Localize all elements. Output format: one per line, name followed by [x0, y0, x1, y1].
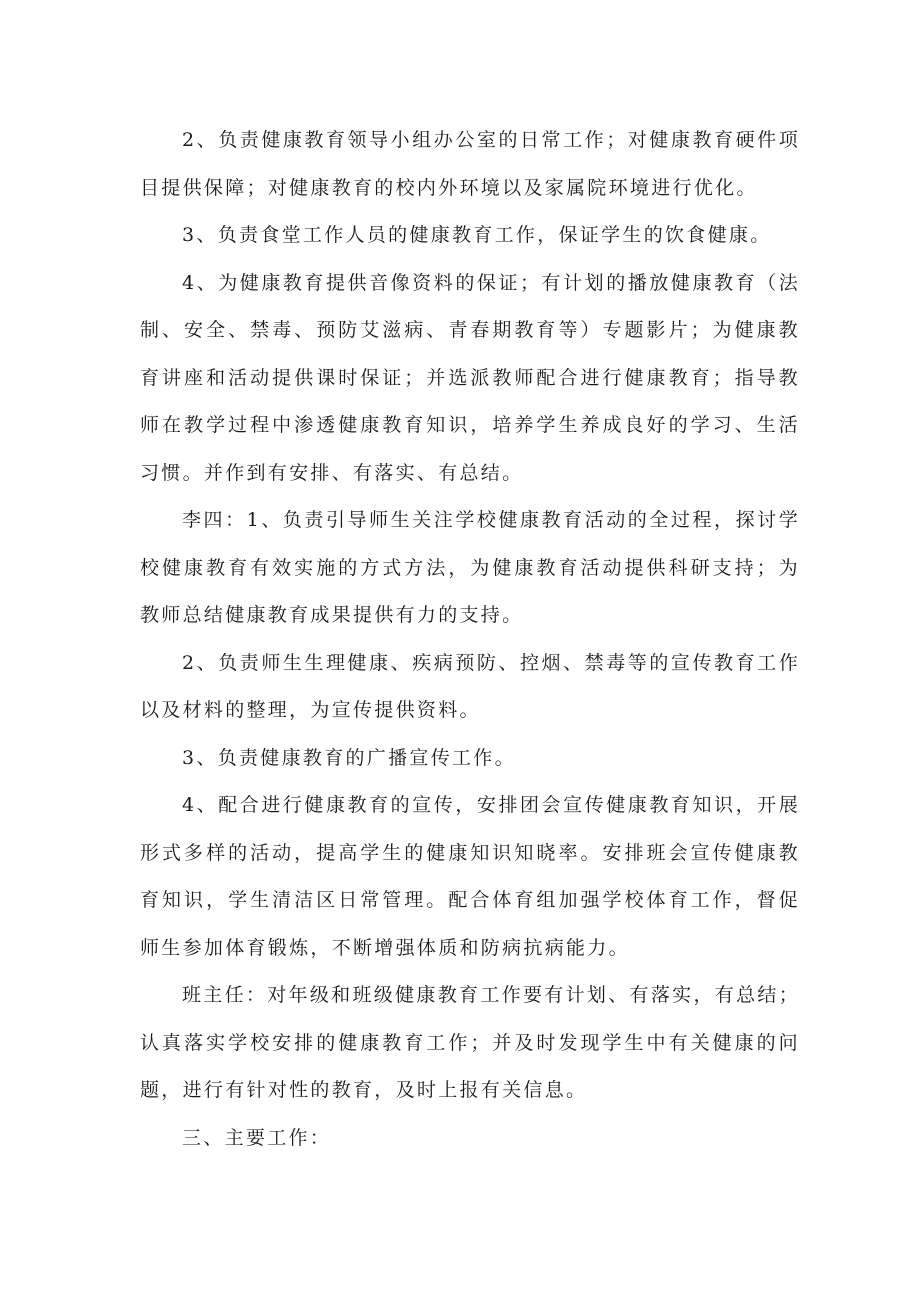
- paragraph: 3、负责食堂工作人员的健康教育工作，保证学生的饮食健康。: [182, 224, 772, 246]
- paragraph: 3、负责健康教育的广播宣传工作。: [182, 746, 516, 769]
- paragraph: 4、为健康教育提供音像资料的保证；有计划的播放健康教育（法制、安全、禁毒、预防艾滋病、青春期教育等）专题影片；为健康教育讲座和活动提供课时保证；并选派教师配合进行健康教育；指导教师在教学过程中渗透健康教育知识，培养学生养成良好的学习、生活习惯。并作到有安排、有落实、有总结。: [140, 271, 800, 484]
- paragraph: 2、负责师生生理健康、疾病预防、控烟、禁毒等的宣传教育工作以及材料的整理，为宣传提供资料。: [140, 651, 800, 721]
- section-heading: 三、主要工作：: [182, 1126, 332, 1149]
- paragraph: 2、负责健康教育领导小组办公室的日常工作；对健康教育硬件项目提供保障；对健康教育的校内外环境以及家属院环境进行优化。: [140, 129, 800, 199]
- document-body: [140, 117, 800, 1162]
- paragraph: 4、配合进行健康教育的宣传，安排团会宣传健康教育知识，开展形式多样的活动，提高学生的健康知识知晓率。安排班会宣传健康教育知识，学生清洁区日常管理。配合体育组加强学校体育工作，督促师生参加体育锻炼，不断增强体质和防病抗病能力。: [140, 794, 800, 959]
- paragraph: 李四：1、负责引导师生关注学校健康教育活动的全过程，探讨学校健康教育有效实施的方式方法，为健康教育活动提供科研支持；为教师总结健康教育成果提供有力的支持。: [140, 509, 800, 626]
- paragraph: 班主任：对年级和班级健康教育工作要有计划、有落实，有总结；认真落实学校安排的健康教育工作；并及时发现学生中有关健康的问题，进行有针对性的教育，及时上报有关信息。: [140, 984, 800, 1101]
